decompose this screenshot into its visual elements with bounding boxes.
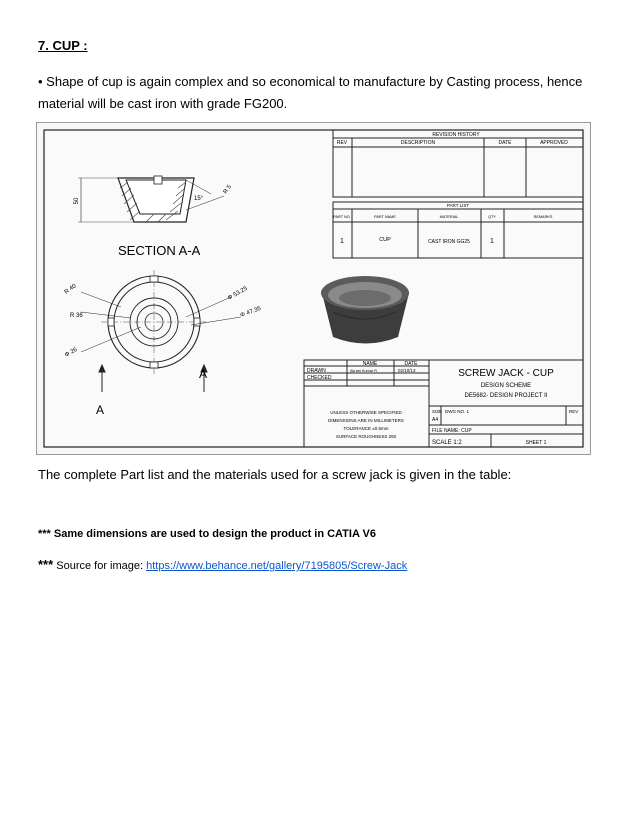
- note-line-4: SURFACE ROUGHNESS 250: [335, 434, 397, 439]
- rev-col-date: DATE: [498, 140, 512, 146]
- date-header: DATE: [404, 361, 418, 367]
- engineering-drawing: [36, 122, 591, 455]
- part-list-title: PART LIST: [446, 203, 470, 208]
- checked-label: CHECKED: [307, 375, 332, 381]
- revision-history-title: REVISION HISTORY: [432, 132, 480, 138]
- rev-col-rev: REV: [336, 140, 348, 146]
- source-stars: ***: [38, 557, 54, 572]
- cup-3d-render: [321, 276, 409, 344]
- drawn-name: Akram Kumar R: [350, 369, 378, 373]
- dwg-label: DWG NO. 1: [445, 409, 470, 414]
- part-row-qty: 1: [490, 238, 494, 245]
- dim-d5325: Φ 53.25: [227, 285, 249, 302]
- catia-note: *** Same dimensions are used to design the product in CATIA V6: [38, 528, 377, 540]
- part-row-name: CUP: [379, 237, 391, 243]
- description-paragraph: • Shape of cup is again complex and so economical to manufacture by Casting process, hence material will be cast iron with grade FG200.: [38, 74, 583, 111]
- rev-label: REV: [569, 409, 579, 414]
- part-row-no: 1: [340, 238, 344, 245]
- part-col-no: PART NO.: [333, 215, 351, 219]
- rev-col-approved: APPROVED: [540, 140, 568, 146]
- rev-col-description: DESCRIPTION: [400, 140, 436, 146]
- part-col-material: MATERIAL: [439, 215, 459, 219]
- drawing-subtitle-2: DE5682- DESIGN PROJECT II: [464, 393, 548, 399]
- dim-r40: R 40: [63, 283, 78, 296]
- part-col-remarks: REMARKS: [533, 215, 553, 219]
- part-col-name: PART NAME: [374, 215, 396, 219]
- sheet: SHEET 1: [525, 440, 547, 446]
- dim-angle: 15°: [194, 196, 204, 202]
- part-col-qty: QTY: [488, 215, 496, 219]
- size-value: A4: [432, 417, 439, 423]
- dim-radius: R 5: [222, 184, 233, 196]
- section-marker-left: A: [96, 403, 105, 417]
- dim-r36: R 36: [70, 313, 83, 319]
- note-line-1: UNLESS OTHERWISE SPECIFIED: [330, 410, 402, 415]
- part-row-material: CAST IRON GG25: [428, 239, 470, 245]
- section-marker-right: A: [199, 367, 208, 381]
- size-label: SIZE: [432, 409, 443, 414]
- scale: SCALE 1:2: [432, 440, 462, 446]
- dim-d4735: Φ 47.35: [239, 305, 262, 319]
- drawn-date: 02/10/13: [398, 368, 416, 373]
- name-header: NAME: [362, 361, 378, 367]
- source-label: Source for image:: [56, 560, 147, 572]
- image-source: [38, 557, 407, 572]
- drawn-label: DRAWN: [307, 368, 326, 374]
- dim-height: 50: [74, 197, 80, 205]
- file-name: FILE NAME: CUP: [432, 428, 472, 434]
- drawing-subtitle-1: DESIGN SCHEME: [480, 383, 532, 389]
- dim-d26: Φ 26: [64, 346, 79, 359]
- section-label: SECTION A-A: [118, 243, 201, 258]
- part-list-intro-text: The complete Part list and the materials used for a screw jack is given in the table:: [38, 467, 512, 482]
- note-line-2: DIMENSIONS ARE IN MILLIMETERS: [328, 418, 404, 423]
- drawing-title: SCREW JACK - CUP: [458, 368, 554, 379]
- source-link[interactable]: https://www.behance.net/gallery/7195805/Screw-Jack: [146, 560, 408, 572]
- note-line-3: TOLERANCE ±0.5mm: [343, 426, 389, 431]
- section-heading: 7. CUP :: [38, 38, 88, 53]
